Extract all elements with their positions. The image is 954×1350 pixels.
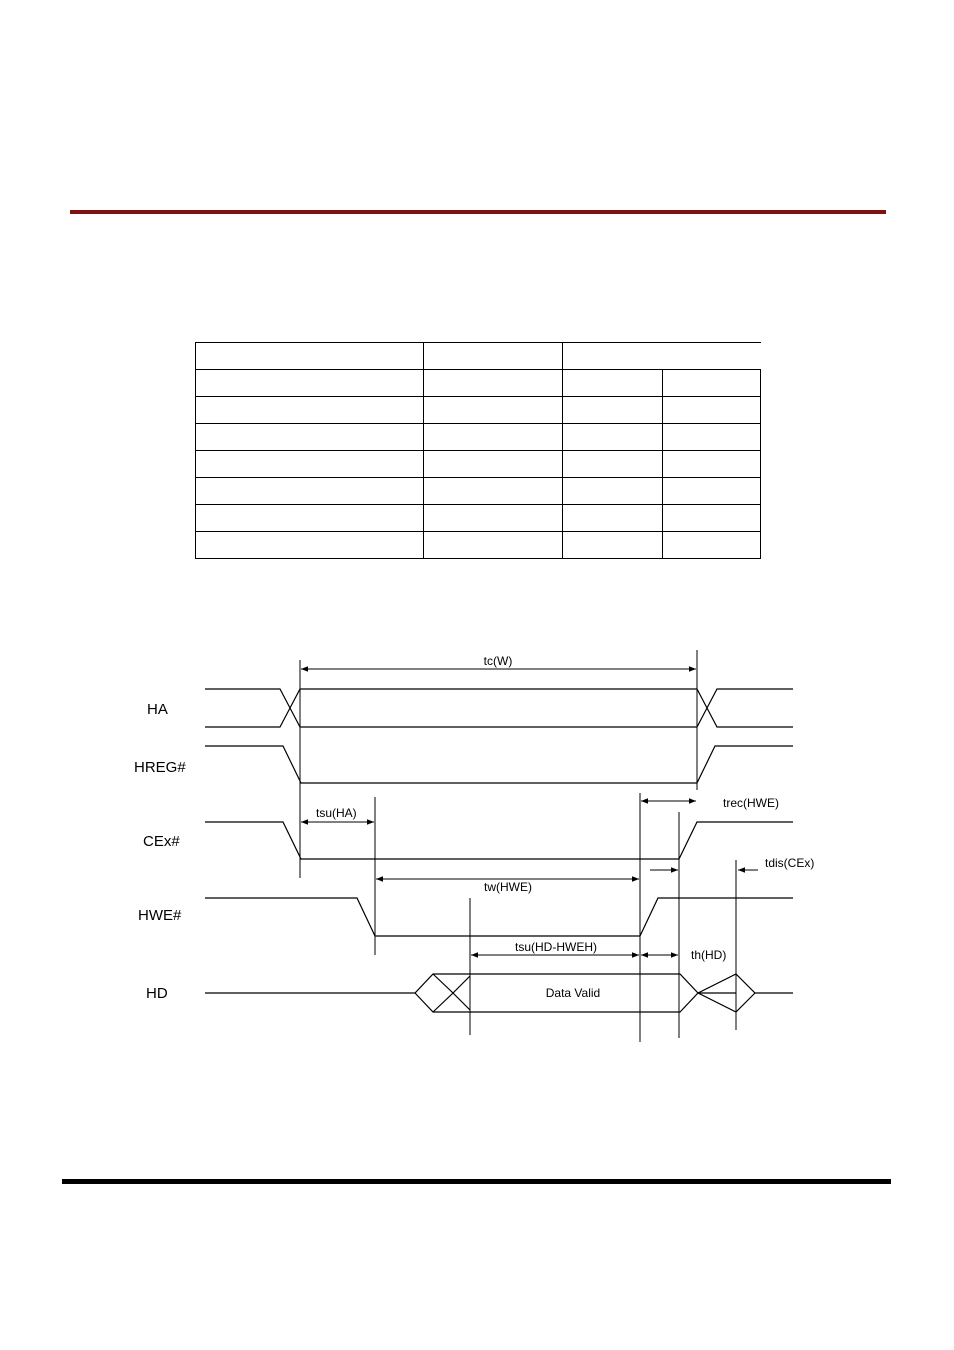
ha-waveform bbox=[205, 689, 793, 727]
hd-waveform bbox=[205, 974, 793, 1012]
timing-label-tc-w: tc(W) bbox=[483, 654, 513, 668]
signal-label-ha: HA bbox=[147, 701, 168, 718]
signal-label-hwe: HWE# bbox=[138, 907, 182, 924]
signal-label-hd: HD bbox=[146, 985, 168, 1002]
timing-label-tw-hwe: tw(HWE) bbox=[484, 880, 532, 894]
signal-label-cex: CEx# bbox=[143, 833, 180, 850]
timing-label-trec-hwe: trec(HWE) bbox=[723, 796, 779, 810]
signal-label-hreg: HREG# bbox=[134, 759, 186, 776]
timing-label-tsu-ha: tsu(HA) bbox=[316, 806, 357, 820]
data-valid-label: Data Valid bbox=[545, 986, 601, 1000]
hreg-waveform bbox=[205, 746, 793, 783]
timing-arrows bbox=[301, 669, 758, 955]
cex-waveform bbox=[205, 822, 793, 859]
timing-label-th-hd: th(HD) bbox=[691, 948, 727, 962]
timing-reference-lines bbox=[300, 650, 736, 1042]
timing-label-tsu-hd-hweh: tsu(HD-HWEH) bbox=[515, 940, 597, 954]
hwe-waveform bbox=[205, 898, 793, 936]
timing-label-tdis-cex: tdis(CEx) bbox=[765, 856, 815, 870]
footer-rule bbox=[62, 1179, 891, 1184]
